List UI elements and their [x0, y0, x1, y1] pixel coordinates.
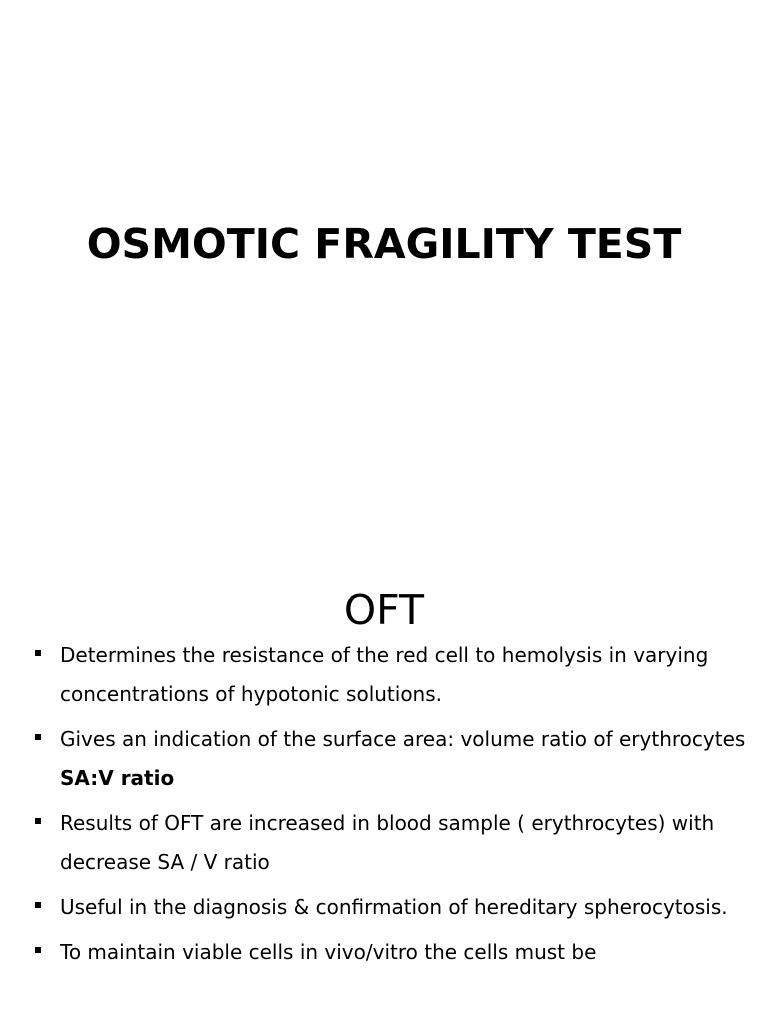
section-heading: OFT — [343, 586, 425, 634]
square-bullet-icon — [35, 902, 41, 908]
square-bullet-icon — [35, 650, 41, 656]
slide-title: OSMOTIC FRAGILITY TEST — [86, 220, 682, 268]
bullet-item-viable-cells — [0, 933, 768, 972]
bullet-text: To maintain viable cells in vivo/vitro the cells must be — [60, 940, 597, 964]
bullet-item-surface-area — [0, 720, 768, 798]
square-bullet-icon — [35, 947, 41, 953]
square-bullet-icon — [35, 818, 41, 824]
bullet-list — [0, 636, 768, 978]
bullet-text: Gives an indication of the surface area: volume ratio of erythrocytes — [60, 727, 746, 751]
bullet-bold-text: SA:V ratio — [60, 766, 175, 790]
square-bullet-icon — [35, 734, 41, 740]
bullet-text: Determines the resistance of the red cell to hemolysis in varying concentrations of hypotonic solutions. — [60, 643, 709, 706]
bullet-text: Useful in the diagnosis & confirmation of hereditary spherocytosis. — [60, 895, 728, 919]
bullet-item-resistance — [0, 636, 768, 714]
bullet-text: Results of OFT are increased in blood sample ( erythrocytes) with decrease SA / V ratio — [60, 811, 715, 874]
bullet-item-diagnosis — [0, 888, 768, 927]
bullet-item-results — [0, 804, 768, 882]
